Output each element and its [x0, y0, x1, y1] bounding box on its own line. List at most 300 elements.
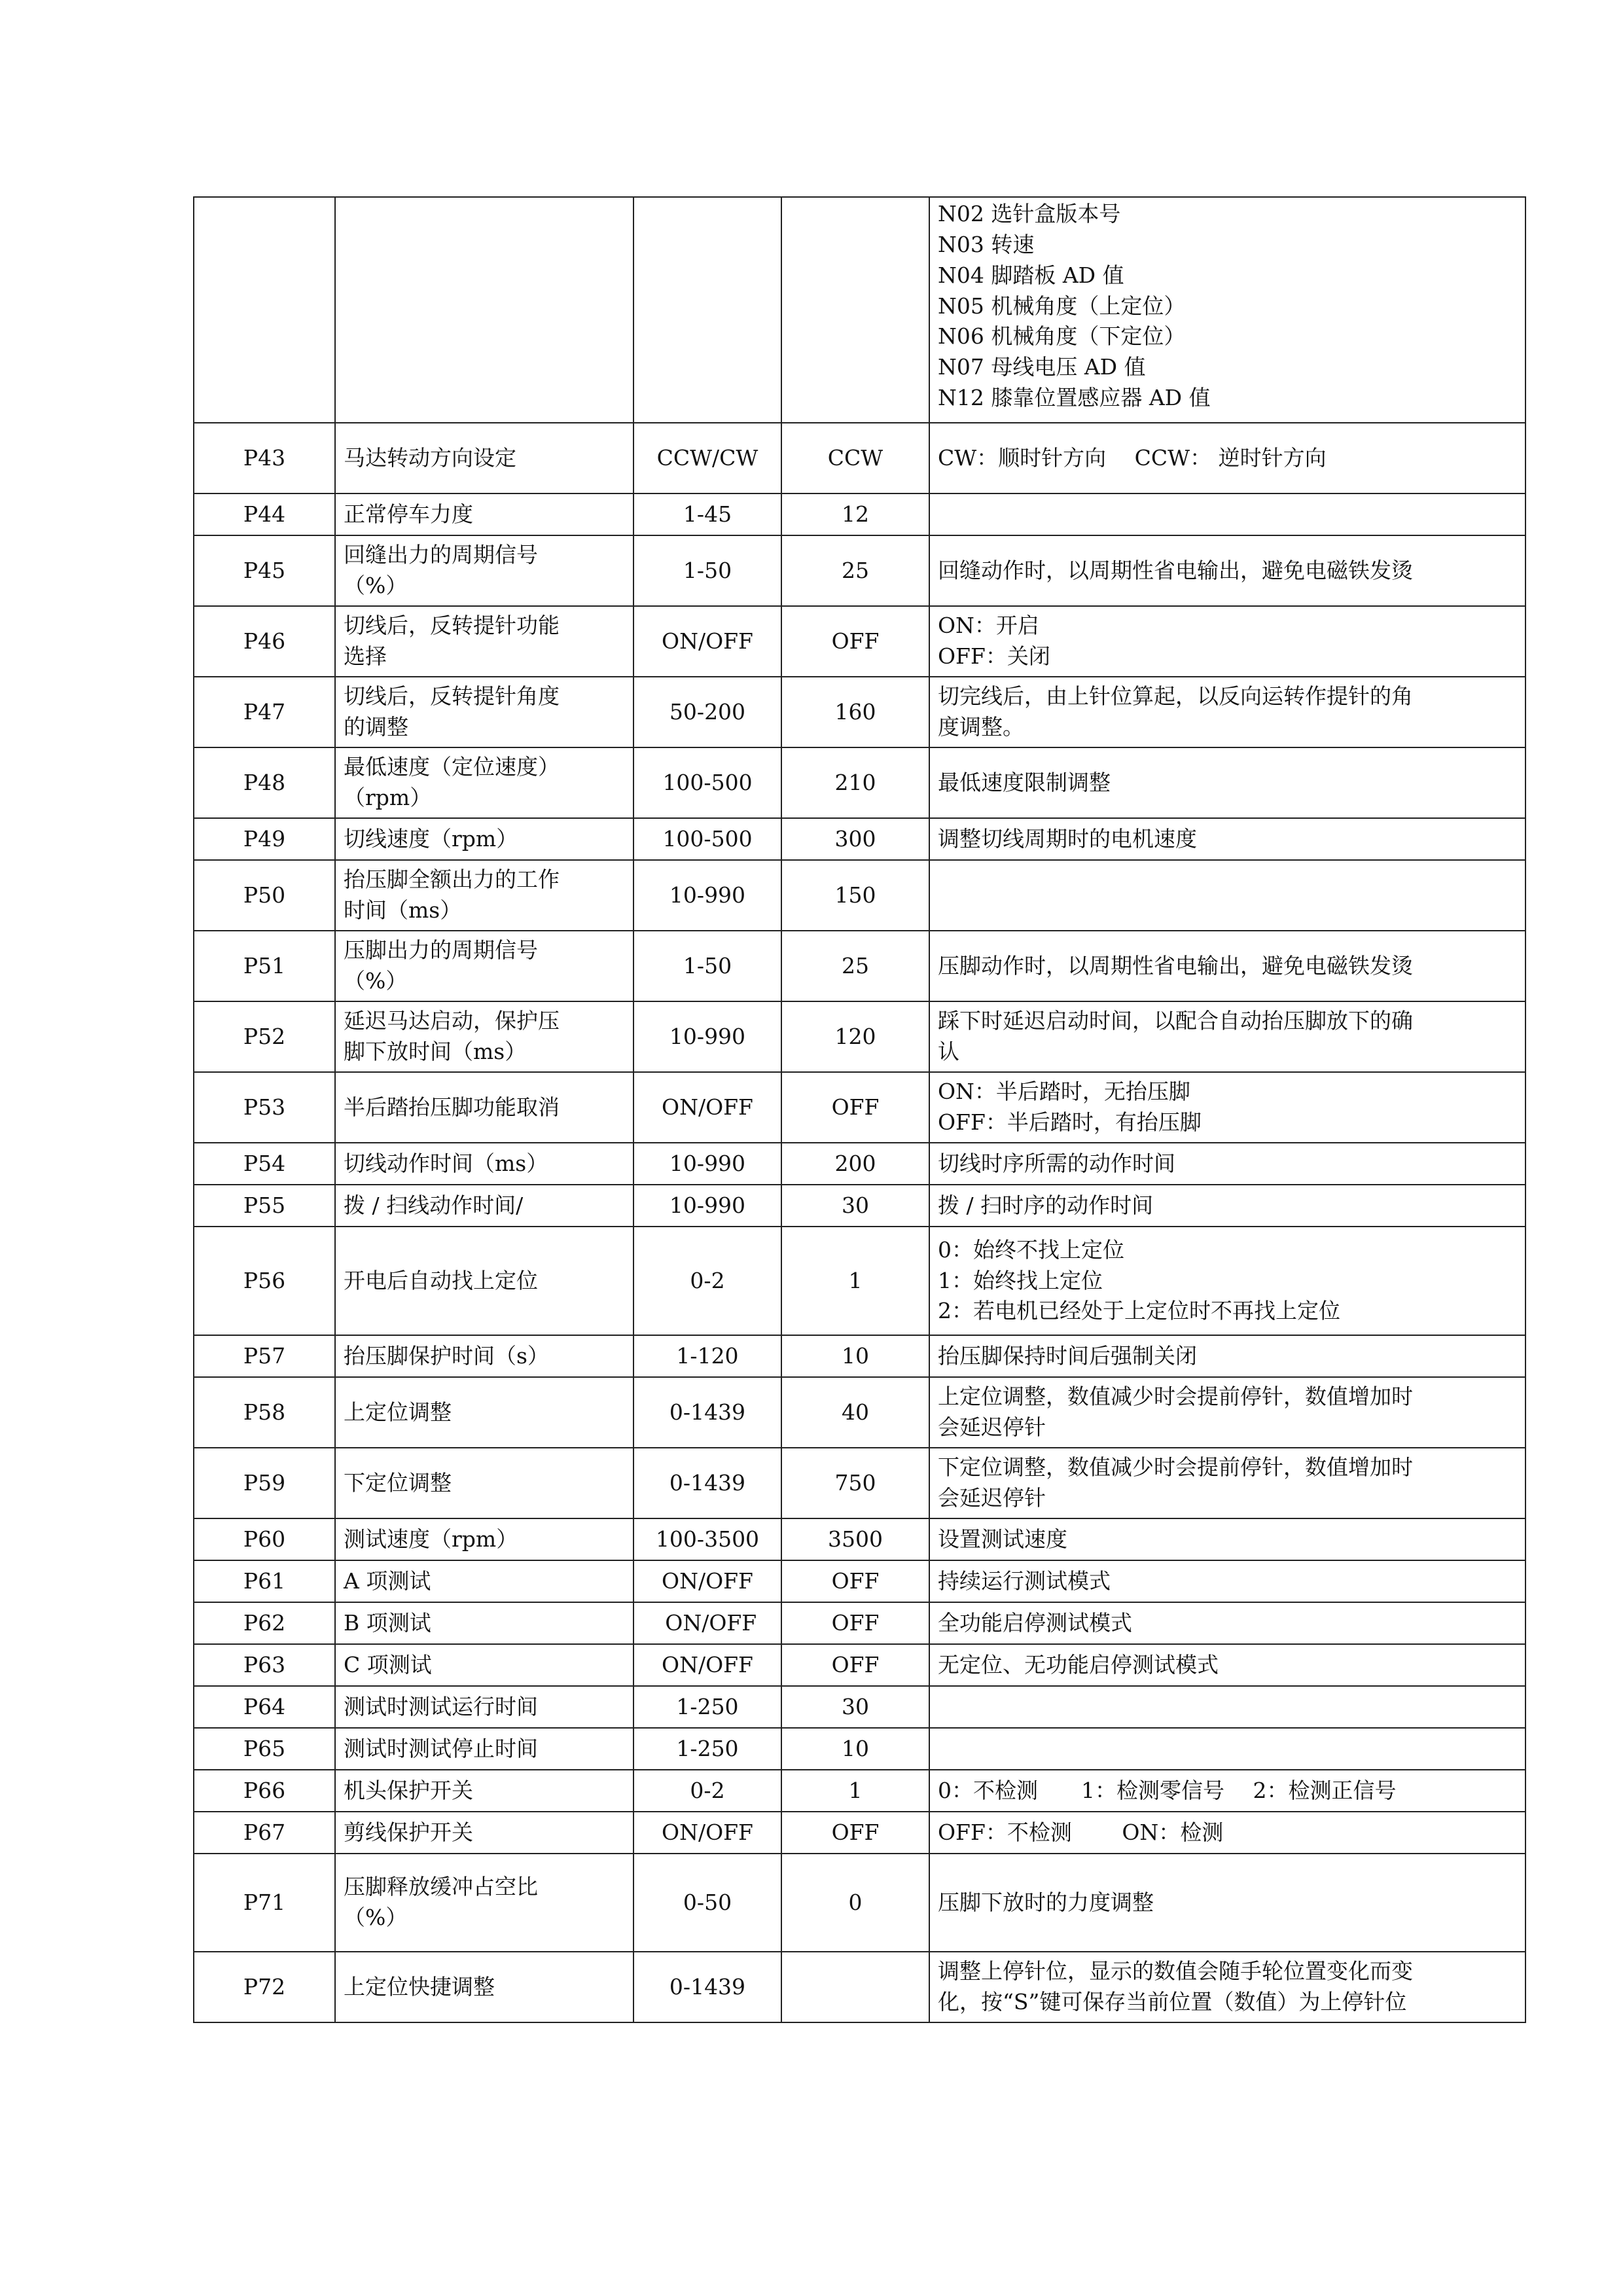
param-note-cell — [929, 1072, 1525, 1143]
param-note-line: 0：不检测 1：检测零信号 2：检测正信号 — [938, 1777, 1397, 1803]
param-range: 0-1439 — [669, 1973, 746, 2000]
param-note-cell — [929, 1377, 1525, 1448]
param-function-cell — [335, 493, 633, 535]
param-code-cell — [194, 1854, 335, 1952]
param-range-cell — [633, 197, 781, 423]
param-range-cell — [633, 747, 781, 818]
param-function-line: （rpm） — [344, 785, 432, 810]
param-note-line: 切线时序所需的动作时间 — [938, 1150, 1175, 1176]
param-code-cell — [194, 1377, 335, 1448]
param-range: 0-1439 — [669, 1469, 746, 1496]
param-note-line: 2：若电机已经处于上定位时不再找上定位 — [938, 1298, 1340, 1324]
param-default-cell — [781, 860, 929, 931]
param-range: CCW/CW — [656, 444, 758, 471]
param-code-cell — [194, 1602, 335, 1644]
param-note-line: 认 — [938, 1039, 959, 1064]
param-note-cell — [929, 1812, 1525, 1854]
param-function-cell — [335, 1377, 633, 1448]
param-range: 0-2 — [690, 1267, 725, 1293]
param-range: 10-990 — [669, 1150, 746, 1176]
param-code: P48 — [243, 769, 286, 795]
param-default: 210 — [834, 769, 876, 795]
param-note-cell — [929, 1001, 1525, 1072]
param-note-line: 度调整。 — [938, 714, 1024, 740]
param-function-line: 压脚出力的周期信号 — [344, 937, 538, 963]
param-note-cell — [929, 197, 1525, 423]
param-note-line: 抬压脚保持时间后强制关闭 — [938, 1342, 1197, 1369]
param-function-line: 半后踏抬压脚功能取消 — [344, 1094, 560, 1120]
param-function-cell — [335, 1448, 633, 1518]
param-note-line: 持续运行测试模式 — [938, 1568, 1111, 1594]
param-range: 1-50 — [683, 557, 732, 583]
param-range: ON/OFF — [662, 628, 753, 654]
param-note-cell — [929, 677, 1525, 747]
param-function-cell — [335, 1812, 633, 1854]
param-range: ON/OFF — [662, 1819, 753, 1845]
param-note-line: 踩下时延迟启动时间，以配合自动抬压脚放下的确 — [938, 1008, 1413, 1034]
param-range: 1-50 — [683, 952, 732, 978]
param-default-cell — [781, 1560, 929, 1602]
param-note-cell — [929, 1728, 1525, 1770]
param-function-line: 开电后自动找上定位 — [344, 1267, 538, 1293]
param-function-cell — [335, 1770, 633, 1812]
param-function-cell — [335, 1143, 633, 1185]
param-function-line: C 项测试 — [344, 1651, 432, 1677]
param-function-cell — [335, 423, 633, 493]
param-range: 1-250 — [676, 1693, 739, 1719]
param-note-cell — [929, 535, 1525, 606]
table-row — [194, 535, 1525, 606]
param-note-line: 上定位调整，数值减少时会提前停针，数值增加时 — [938, 1384, 1413, 1410]
param-default: 10 — [842, 1735, 869, 1761]
param-range-cell — [633, 677, 781, 747]
table-row — [194, 931, 1525, 1001]
param-range: 0-2 — [690, 1777, 725, 1803]
param-note-cell — [929, 818, 1525, 860]
param-note-line: N03 转速 — [938, 231, 1035, 257]
param-default-cell — [781, 1952, 929, 2022]
param-function-line: 延迟马达启动，保护压 — [344, 1008, 560, 1034]
param-note-cell — [929, 1644, 1525, 1686]
param-function-cell — [335, 1185, 633, 1227]
param-code-cell — [194, 1448, 335, 1518]
param-note-cell — [929, 1448, 1525, 1518]
parameter-table-body — [194, 197, 1525, 2022]
param-function-line: 压脚释放缓冲占空比 — [344, 1874, 538, 1900]
param-function-line: 下定位调整 — [344, 1469, 452, 1496]
param-default-cell — [781, 818, 929, 860]
param-note-line: 会延迟停针 — [938, 1485, 1046, 1511]
param-default: OFF — [831, 1094, 880, 1120]
param-note-line: OFF：半后踏时，有抬压脚 — [938, 1109, 1202, 1135]
param-range-cell — [633, 1728, 781, 1770]
param-function-line: （%） — [344, 1905, 408, 1930]
param-default: CCW — [827, 444, 883, 471]
param-note-line: 下定位调整，数值减少时会提前停针，数值增加时 — [938, 1454, 1413, 1480]
param-note-line: 调整切线周期时的电机速度 — [938, 825, 1197, 852]
param-range-cell — [633, 931, 781, 1001]
param-function-line: 拨 / 扫线动作时间/ — [344, 1192, 524, 1218]
param-function-cell — [335, 1854, 633, 1952]
param-default-cell — [781, 1072, 929, 1143]
param-default-cell — [781, 1185, 929, 1227]
param-range-cell — [633, 1686, 781, 1728]
param-default-cell — [781, 1854, 929, 1952]
param-range-cell — [633, 493, 781, 535]
param-range-cell — [633, 1518, 781, 1560]
param-function-line: （%） — [344, 968, 408, 994]
param-function-line: 时间（ms） — [344, 897, 462, 923]
param-function-cell — [335, 860, 633, 931]
param-function-cell — [335, 535, 633, 606]
param-code-cell — [194, 493, 335, 535]
param-code-cell — [194, 1812, 335, 1854]
param-code: P53 — [243, 1094, 286, 1120]
param-default: 750 — [834, 1469, 876, 1496]
param-note-cell — [929, 606, 1525, 677]
table-row — [194, 493, 1525, 535]
param-code: P46 — [243, 628, 286, 654]
param-function-line: 机头保护开关 — [344, 1777, 473, 1803]
param-code: P52 — [243, 1023, 286, 1049]
param-note-line: CW：顺时针方向 CCW： 逆时针方向 — [938, 444, 1327, 471]
param-code: P65 — [243, 1735, 286, 1761]
param-default: 25 — [842, 557, 869, 583]
param-default-cell — [781, 493, 929, 535]
param-note-line: N04 脚踏板 AD 值 — [938, 262, 1124, 288]
param-note-line: 化，按“S”键可保存当前位置（数值）为上停针位 — [938, 1989, 1407, 2015]
param-default-cell — [781, 1377, 929, 1448]
param-note-line: 压脚下放时的力度调整 — [938, 1889, 1154, 1915]
param-note-cell — [929, 1560, 1525, 1602]
param-function-line: 脚下放时间（ms） — [344, 1039, 527, 1064]
param-function-line: 选择 — [344, 643, 387, 669]
param-range: 100-500 — [662, 769, 753, 795]
param-note-line: ON：开启 — [938, 613, 1039, 639]
param-default-cell — [781, 1728, 929, 1770]
param-note-line: 回缝动作时，以周期性省电输出，避免电磁铁发烫 — [938, 557, 1413, 583]
table-row — [194, 1602, 1525, 1644]
param-function-line: 最低速度（定位速度） — [344, 754, 560, 780]
param-note-line: 全功能启停测试模式 — [938, 1609, 1132, 1636]
param-note-cell — [929, 1770, 1525, 1812]
param-default-cell — [781, 1001, 929, 1072]
param-note-line: OFF：不检测 ON：检测 — [938, 1819, 1224, 1845]
param-function-line: 抬压脚保护时间（s） — [344, 1342, 549, 1369]
param-function-line: 抬压脚全额出力的工作 — [344, 867, 560, 893]
param-range: ON/OFF — [662, 1094, 753, 1120]
param-note-line: 最低速度限制调整 — [938, 769, 1111, 795]
param-default-cell — [781, 1448, 929, 1518]
param-function-cell — [335, 747, 633, 818]
param-code-cell — [194, 1072, 335, 1143]
param-range: ON/OFF — [658, 1609, 757, 1636]
param-note-cell — [929, 1854, 1525, 1952]
param-note-cell — [929, 1518, 1525, 1560]
param-code-cell — [194, 1952, 335, 2022]
param-note-line: N05 机械角度（上定位） — [938, 293, 1186, 319]
param-default-cell — [781, 1602, 929, 1644]
param-code-cell — [194, 1770, 335, 1812]
param-note-line: 会延迟停针 — [938, 1414, 1046, 1440]
param-default: OFF — [831, 1819, 880, 1845]
param-range-cell — [633, 1602, 781, 1644]
param-range-cell — [633, 1072, 781, 1143]
param-default: 12 — [842, 501, 869, 527]
table-row — [194, 1952, 1525, 2022]
param-function-line: 上定位快捷调整 — [344, 1973, 495, 2000]
param-code-cell — [194, 1728, 335, 1770]
param-function-line: 正常停车力度 — [344, 501, 473, 527]
param-range-cell — [633, 1001, 781, 1072]
param-function-line: 马达转动方向设定 — [344, 444, 516, 471]
table-row — [194, 423, 1525, 493]
param-function-line: 测试时测试运行时间 — [344, 1693, 538, 1719]
param-code-cell — [194, 1686, 335, 1728]
param-function-cell — [335, 1560, 633, 1602]
param-code-cell — [194, 606, 335, 677]
param-code: P56 — [243, 1267, 286, 1293]
param-code: P67 — [243, 1819, 286, 1845]
param-code-cell — [194, 1560, 335, 1602]
param-code-cell — [194, 747, 335, 818]
param-default-cell — [781, 1143, 929, 1185]
param-function-line: 切线后，反转提针功能 — [344, 613, 560, 639]
param-function-line: 的调整 — [344, 714, 408, 740]
param-code-cell — [194, 818, 335, 860]
param-default: 40 — [842, 1399, 869, 1425]
param-code: P55 — [243, 1192, 286, 1218]
param-code: P58 — [243, 1399, 286, 1425]
param-range-cell — [633, 535, 781, 606]
param-default-cell — [781, 1686, 929, 1728]
param-note-line: 切完线后，由上针位算起，以反向运转作提针的角 — [938, 683, 1413, 709]
param-range-cell — [633, 1335, 781, 1377]
param-function-line: A 项测试 — [344, 1568, 431, 1594]
param-range-cell — [633, 1227, 781, 1335]
table-row — [194, 860, 1525, 931]
param-function-line: 回缝出力的周期信号 — [344, 542, 538, 568]
param-default-cell — [781, 423, 929, 493]
param-function-cell — [335, 1952, 633, 2022]
param-code-cell — [194, 197, 335, 423]
param-note-line: N12 膝靠位置感应器 AD 值 — [938, 385, 1211, 411]
param-function-cell — [335, 1644, 633, 1686]
table-row — [194, 1518, 1525, 1560]
param-range-cell — [633, 606, 781, 677]
param-range: 1-45 — [683, 501, 732, 527]
param-range: 0-50 — [683, 1889, 732, 1915]
param-note-cell — [929, 423, 1525, 493]
table-row — [194, 606, 1525, 677]
param-range: 10-990 — [669, 1192, 746, 1218]
table-row — [194, 1001, 1525, 1072]
param-range: 1-250 — [676, 1735, 739, 1761]
param-range: ON/OFF — [662, 1568, 753, 1594]
param-note-line: 0：始终不找上定位 — [938, 1236, 1124, 1263]
param-range-cell — [633, 1560, 781, 1602]
table-row — [194, 1072, 1525, 1143]
table-row — [194, 1728, 1525, 1770]
param-code: P54 — [243, 1150, 286, 1176]
parameter-table — [193, 196, 1526, 2023]
param-note-cell — [929, 493, 1525, 535]
table-row — [194, 1854, 1525, 1952]
param-code: P50 — [243, 882, 286, 908]
param-function-cell — [335, 1335, 633, 1377]
param-function-cell — [335, 197, 633, 423]
param-range: 100-500 — [662, 825, 753, 852]
param-code: P45 — [243, 557, 286, 583]
param-code-cell — [194, 1335, 335, 1377]
param-default: 0 — [848, 1889, 863, 1915]
param-note-cell — [929, 1686, 1525, 1728]
param-range-cell — [633, 860, 781, 931]
param-note-cell — [929, 747, 1525, 818]
param-default-cell — [781, 535, 929, 606]
param-range: 1-120 — [676, 1342, 739, 1369]
param-code-cell — [194, 860, 335, 931]
param-code-cell — [194, 1644, 335, 1686]
param-default: 300 — [834, 825, 876, 852]
param-note-cell — [929, 1952, 1525, 2022]
param-default: 10 — [842, 1342, 869, 1369]
param-code: P47 — [243, 698, 286, 725]
param-range: 0-1439 — [669, 1399, 746, 1425]
param-default-cell — [781, 931, 929, 1001]
param-range-cell — [633, 818, 781, 860]
param-default-cell — [781, 1644, 929, 1686]
param-note-line: 设置测试速度 — [938, 1526, 1067, 1552]
table-row — [194, 747, 1525, 818]
param-code: P62 — [243, 1609, 286, 1636]
param-function-line: 切线后，反转提针角度 — [344, 683, 560, 709]
table-row — [194, 818, 1525, 860]
param-note-cell — [929, 1143, 1525, 1185]
param-note-cell — [929, 860, 1525, 931]
param-code: P43 — [243, 444, 286, 471]
param-range: 100-3500 — [655, 1526, 760, 1552]
param-code: P49 — [243, 825, 286, 852]
param-range-cell — [633, 1644, 781, 1686]
param-default: 1 — [848, 1267, 863, 1293]
param-function-cell — [335, 1728, 633, 1770]
table-row — [194, 1143, 1525, 1185]
param-range-cell — [633, 423, 781, 493]
param-default: OFF — [831, 1651, 880, 1677]
table-row — [194, 1377, 1525, 1448]
table-row — [194, 1185, 1525, 1227]
param-range: 50-200 — [669, 698, 746, 725]
param-default-cell — [781, 1770, 929, 1812]
table-row — [194, 1686, 1525, 1728]
param-note-line: ON：半后踏时，无抬压脚 — [938, 1079, 1190, 1105]
table-row — [194, 1335, 1525, 1377]
param-code-cell — [194, 677, 335, 747]
table-row — [194, 677, 1525, 747]
param-range-cell — [633, 1448, 781, 1518]
param-code: P60 — [243, 1526, 286, 1552]
table-row — [194, 1770, 1525, 1812]
param-range-cell — [633, 1812, 781, 1854]
param-code-cell — [194, 535, 335, 606]
param-default: 30 — [842, 1693, 869, 1719]
param-default: 150 — [834, 882, 876, 908]
param-default-cell — [781, 197, 929, 423]
param-note-line: N06 机械角度（下定位） — [938, 323, 1186, 350]
param-note-line: N02 选针盒版本号 — [938, 201, 1121, 226]
param-note-line: 拨 / 扫时序的动作时间 — [938, 1192, 1154, 1218]
param-range-cell — [633, 1952, 781, 2022]
param-note-cell — [929, 931, 1525, 1001]
param-default-cell — [781, 677, 929, 747]
param-code: P63 — [243, 1651, 286, 1677]
param-default: OFF — [831, 628, 880, 654]
param-function-cell — [335, 931, 633, 1001]
param-note-line: N07 母线电压 AD 值 — [938, 354, 1146, 380]
param-range: 10-990 — [669, 1023, 746, 1049]
param-code-cell — [194, 1518, 335, 1560]
param-note-cell — [929, 1602, 1525, 1644]
param-range-cell — [633, 1143, 781, 1185]
param-function-cell — [335, 1227, 633, 1335]
param-default: 30 — [842, 1192, 869, 1218]
param-code: P66 — [243, 1777, 286, 1803]
param-code-cell — [194, 1001, 335, 1072]
param-function-line: 测试时测试停止时间 — [344, 1735, 538, 1761]
param-code: P72 — [243, 1973, 286, 2000]
param-default-cell — [781, 606, 929, 677]
param-function-line: 切线动作时间（ms） — [344, 1150, 548, 1176]
param-default: 160 — [834, 698, 876, 725]
param-code: P51 — [243, 952, 286, 978]
param-note-line: OFF：关闭 — [938, 643, 1050, 669]
param-function-cell — [335, 1518, 633, 1560]
param-default-cell — [781, 1812, 929, 1854]
param-default-cell — [781, 1518, 929, 1560]
param-range-cell — [633, 1854, 781, 1952]
param-function-line: 切线速度（rpm） — [344, 825, 518, 852]
param-default: OFF — [831, 1609, 880, 1636]
param-note-cell — [929, 1185, 1525, 1227]
param-default-cell — [781, 747, 929, 818]
param-function-line: 测试速度（rpm） — [344, 1526, 518, 1552]
param-default-cell — [781, 1335, 929, 1377]
param-function-cell — [335, 1602, 633, 1644]
param-default: 200 — [834, 1150, 876, 1176]
param-default-cell — [781, 1227, 929, 1335]
param-range-cell — [633, 1770, 781, 1812]
table-row — [194, 1644, 1525, 1686]
param-code-cell — [194, 1185, 335, 1227]
param-function-line: 上定位调整 — [344, 1399, 452, 1425]
param-note-cell — [929, 1227, 1525, 1335]
table-row — [194, 1560, 1525, 1602]
param-range-cell — [633, 1185, 781, 1227]
param-default: 3500 — [828, 1526, 883, 1552]
param-code-cell — [194, 1143, 335, 1185]
param-note-line: 调整上停针位，显示的数值会随手轮位置变化而变 — [938, 1958, 1413, 1984]
param-function-line: B 项测试 — [344, 1609, 431, 1636]
param-function-cell — [335, 606, 633, 677]
param-code: P71 — [243, 1889, 286, 1915]
param-code: P64 — [243, 1693, 286, 1719]
param-function-cell — [335, 677, 633, 747]
table-row — [194, 1812, 1525, 1854]
param-default: 25 — [842, 952, 869, 978]
param-function-line: 剪线保护开关 — [344, 1819, 473, 1845]
param-code: P59 — [243, 1469, 286, 1496]
